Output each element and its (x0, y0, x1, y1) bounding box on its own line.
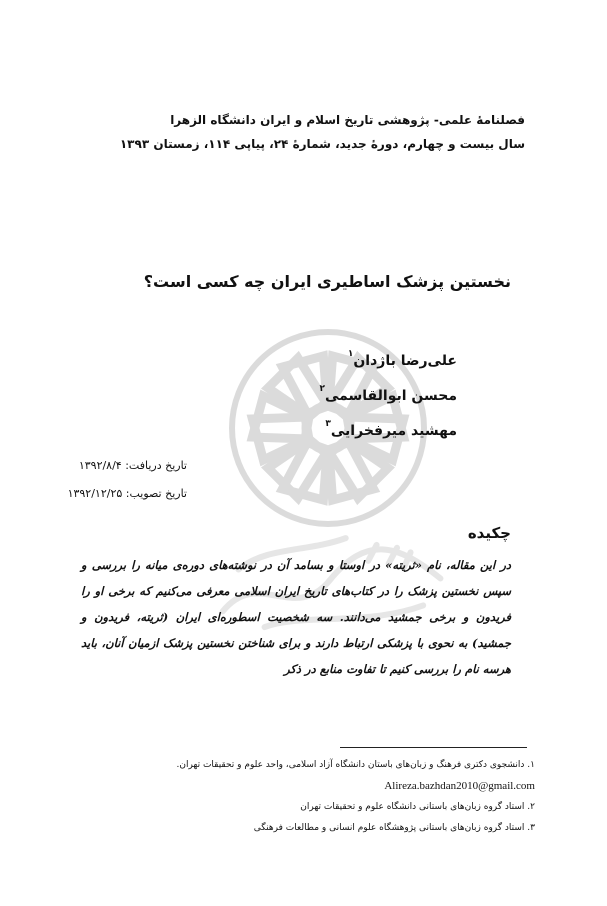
author-name: علی‌رضا باژدان (353, 353, 457, 369)
issue-info: سال بیست و چهارم، دورهٔ جدید، شمارهٔ ۲۴، پیاپی ۱۱۴، زمستان ۱۳۹۳ (119, 137, 525, 151)
author-name: محسن ابوالقاسمی (324, 388, 457, 404)
received-date: تاریخ دریافت: ۱۳۹۲/۸/۴ (78, 459, 187, 472)
author-item (157, 375, 457, 410)
journal-header (65, 108, 525, 156)
abstract-heading: چکیده (467, 524, 511, 542)
footnote-divider (340, 747, 527, 748)
approved-date: تاریخ تصویب: ۱۳۹۲/۱۲/۲۵ (67, 487, 187, 500)
footnotes (65, 755, 535, 839)
footnote-2: ۲. استاد گروه زبان‌های باستانی دانشگاه علوم و تحقیقات تهران (300, 802, 535, 812)
author-email[interactable]: Alireza.bazhdan2010@gmail.com (384, 780, 535, 792)
author-item (157, 410, 457, 445)
footnote-mark: ۲ (319, 384, 325, 394)
journal-name: فصلنامهٔ علمی- پژوهشی تاریخ اسلام و ایران دانشگاه الزهرا (170, 113, 525, 127)
author-list (157, 340, 457, 445)
footnote-1: ۱. دانشجوی دکتری فرهنگ و زبان‌های باستان دانشگاه آزاد اسلامی، واحد علوم و تحقیقات تهران. (176, 760, 535, 770)
footnote-mark: ۳ (325, 419, 331, 429)
footnote-mark: ۱ (347, 349, 354, 359)
article-title: نخستین پزشک اساطیری ایران چه کسی است؟ (143, 272, 511, 291)
footnote-3: ۳. استاد گروه زبان‌های باستانی پژوهشگاه علوم انسانی و مطالعات فرهنگی (253, 823, 535, 833)
author-item (157, 340, 457, 375)
article-dates (7, 452, 187, 508)
abstract-text: در این مقاله، نام «ثریته» در اوستا و بسامد آن در نوشته‌های دوره‌ی میانه را بررسی و سپس نخستین پزشک را در کتاب‌های تاریخ ایران اسلامی معرفی می‌کنیم که برخی او را فریدون و برخی جمشید می‌دانند. سه شخصیت اسطوره‌ای ایران (ثریته، فریدون و جمشید) به نحوی با پزشکی ارتباط دارند و برای شناختن نخستین پزشک ازمیان آنان، باید هرسه نام را بررسی کنیم تا تفاوت منابع در ذکر (81, 558, 511, 676)
author-name: مهشید میرفخرایی (330, 423, 457, 439)
